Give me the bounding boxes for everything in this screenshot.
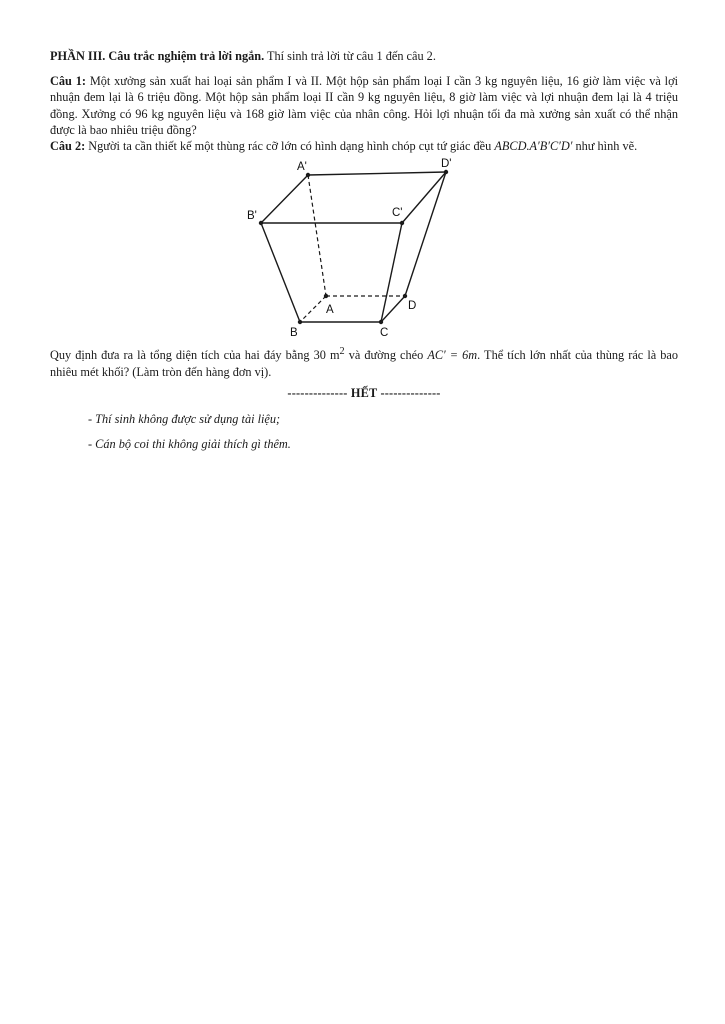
edge-b1-b xyxy=(261,223,300,322)
question-2-text-before: Người ta cần thiết kế một thùng rác cỡ lớn có hình dạng hình chóp cụt tứ giác đều xyxy=(88,139,492,154)
question-2 xyxy=(50,138,678,154)
exam-notes xyxy=(50,411,678,452)
question-1-text: Một xưởng sản xuất hai loại sản phẩm I và II. Một hộp sản phẩm loại I cần 3 kg nguyên liệu, 16 giờ làm việc và lợi nhuận đem lại là 6 triệu đồng. Một hộp sản phẩm loại II cần 9 kg nguyên liệu, 8 giờ làm việc và lợi nhuận đem lại là 4 triệu đồng. Xưởng có 96 kg nguyên liệu và 168 giờ làm việc của nhân công. Hỏi lợi nhuận tối đa mà xưởng sản xuất có thể nhận được là bao nhiêu triệu đồng? xyxy=(50,74,679,137)
label-c1: C' xyxy=(392,207,403,220)
solid-name: ABCD.A′B′C′D′ xyxy=(494,139,573,154)
label-d1: D' xyxy=(441,158,452,171)
frustum-diagram xyxy=(50,158,678,338)
edge-a1-d1 xyxy=(308,172,446,175)
question-2-text-after: như hình vẽ. xyxy=(575,139,638,154)
rule-text-after: . Thể tích lớn nhất của thùng rác là bao nhiêu mét khối? (Làm tròn đến hàng đơn vị). xyxy=(50,348,678,379)
vertex-c xyxy=(379,320,383,324)
label-b: B xyxy=(290,327,298,339)
diagonal-formula: AC′ = 6m xyxy=(427,348,478,363)
frustum-figure xyxy=(50,158,678,338)
rule-unit-exponent: 2 xyxy=(339,346,345,358)
note-item: - Thí sinh không được sử dụng tài liệu; xyxy=(88,411,281,426)
rule-text-before: Quy định đưa ra là tổng diện tích của hai đáy bằng 30 m xyxy=(50,348,340,363)
edge-c1-c xyxy=(381,223,402,322)
end-mark: -------------- HẾT -------------- xyxy=(287,385,441,400)
vertex-b xyxy=(298,320,302,324)
label-a1: A' xyxy=(297,161,307,174)
vertex-b1 xyxy=(259,221,263,225)
question-1-label: Câu 1: xyxy=(50,74,86,89)
label-c: C xyxy=(380,327,389,339)
edge-c-d xyxy=(381,296,405,322)
edge-d1-d xyxy=(405,172,446,296)
vertex-a1 xyxy=(306,173,310,177)
edge-a1-a-hidden xyxy=(308,175,326,296)
label-b1: B' xyxy=(247,210,257,223)
question-1 xyxy=(50,73,678,138)
label-a: A xyxy=(326,304,334,317)
section-heading xyxy=(50,48,678,64)
vertex-c1 xyxy=(400,221,404,225)
section-title: PHẦN III. Câu trắc nghiệm trả lời ngắn. xyxy=(50,49,265,63)
vertex-d1 xyxy=(444,170,448,174)
rule-text-mid: và đường chéo xyxy=(348,348,424,363)
section-instruction: Thí sinh trả lời từ câu 1 đến câu 2. xyxy=(267,49,436,63)
edge-c1-d1 xyxy=(402,172,446,223)
edge-a1-b1 xyxy=(261,175,308,223)
question-2-rule xyxy=(50,344,678,380)
note-item: - Cán bộ coi thi không giải thích gì thêm. xyxy=(88,437,291,452)
edge-a-b-hidden xyxy=(300,296,326,322)
question-2-label: Câu 2: xyxy=(50,139,86,154)
label-d: D xyxy=(408,300,417,313)
exam-page xyxy=(50,48,678,461)
vertex-d xyxy=(403,294,407,298)
vertex-a xyxy=(324,294,328,298)
